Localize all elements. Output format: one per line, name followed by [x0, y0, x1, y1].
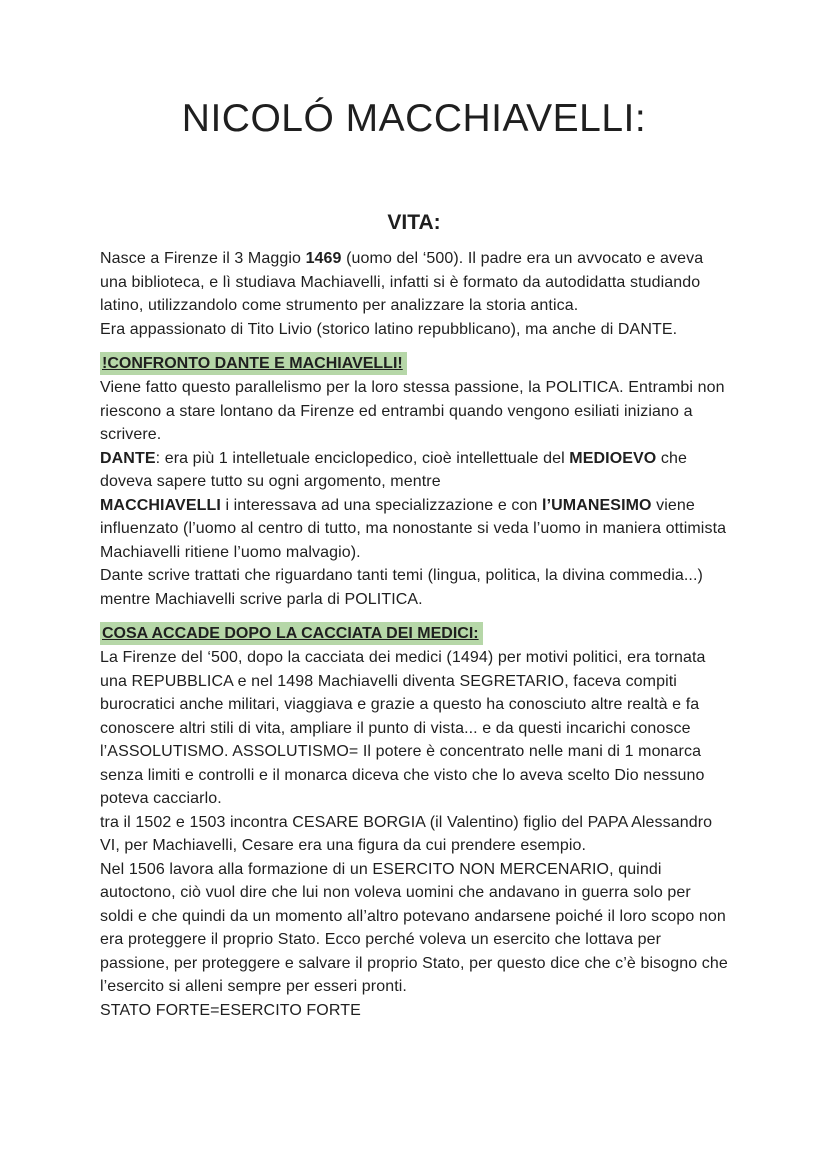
text-run: i interessava ad una specializzazione e con	[220, 496, 543, 514]
text-run: Nasce a Firenze il 3 Maggio	[100, 250, 306, 268]
paragraph-line	[100, 494, 728, 565]
text-run: che doveva sapere tutto su ogni argomento, mentre	[100, 449, 687, 491]
text-run: La Firenze del ‘500, dopo la cacciata dei medici (1494) per motivi politici, era tornata una REPUBBLICA e nel 1498 Machiavelli diventa SEGRETARIO, faceva compiti burocratici anche militari, viaggiava e grazie a questo ha conosciuto altre realtà e fa conoscere altri stili di vita, ampliare il punto di vista... e da questi incarichi conosce l’ASSOLUTISMO. ASSOLUTISMO= Il potere è concentrato nelle mani di 1 monarca senza limiti e controlli e il monarca diceva che visto che lo aveva scelto Dio nessuno poteva cacciarlo.	[100, 649, 706, 808]
text-run: Nel 1506 lavora alla formazione di un ESERCITO NON MERCENARIO, quindi autoctono, ciò vuol dire che lui non voleva uomini che andavano in guerra solo per soldi e che quindi da un momento all’altro potevano andarsene poiché il loro scopo non era proteggere il proprio Stato. Ecco perché voleva un esercito che lottava per passione, per proteggere e salvare il proprio Stato, per questo dice che c’è bisogno che l’esercito si alleni sempre per esseri pronti.	[100, 860, 728, 996]
section-vita-text	[100, 247, 728, 341]
bold-text-run: MACCHIAVELLI	[100, 496, 221, 514]
section-heading-cacciata: COSA ACCADE DOPO LA CACCIATA DEI MEDICI:	[100, 622, 483, 645]
bold-text-run: l’UMANESIMO	[542, 496, 652, 514]
section-confronto-text	[100, 376, 728, 611]
bold-text-run: DANTE	[100, 449, 156, 467]
paragraph-line	[100, 247, 728, 318]
page-title: NICOLÓ MACCHIAVELLI:	[181, 97, 647, 140]
paragraph-line	[100, 376, 728, 447]
bold-text-run: MEDIOEVO	[569, 449, 657, 467]
text-run: : era più 1 intelletuale enciclopedico, cioè intellettuale del	[155, 449, 570, 467]
text-run: viene influenzato (l’uomo al centro di tutto, ma nonostante si veda l’uomo in maniera ottimista Machiavelli ritiene l’uomo malvagio).	[100, 496, 727, 561]
paragraph-line	[100, 447, 728, 494]
section-confronto-dante-machiavelli	[100, 352, 728, 611]
text-run: Dante scrive trattati che riguardano tanti temi (lingua, politica, la divina commedia...) mentre Machiavelli scrive parla di POLITICA.	[100, 567, 703, 608]
section-cacciata-dei-medici	[100, 622, 728, 1022]
text-run: Viene fatto questo parallelismo per la loro stessa passione, la POLITICA. Entrambi non riescono a stare lontano da Firenze ed entrambi quando vengono esiliati iniziano a scrivere.	[100, 379, 725, 444]
paragraph-line	[100, 564, 728, 611]
text-run: tra il 1502 e 1503 incontra CESARE BORGIA (il Valentino) figlio del PAPA Alessandro VI, per Machiavelli, Cesare era una figura da cui prendere esempio.	[100, 813, 713, 855]
section-vita	[100, 209, 728, 341]
section-heading-confronto: !CONFRONTO DANTE E MACHIAVELLI!	[100, 352, 407, 375]
paragraph-line	[100, 811, 728, 858]
text-run: (uomo del ‘500). Il padre era un avvocato e aveva una biblioteca, e lì studiava Machiavelli, infatti si è formato da autodidatta studiando latino, utilizzandolo come strumento per analizzare la storia antica.	[100, 250, 704, 315]
text-run: STATO FORTE=ESERCITO FORTE	[100, 1001, 361, 1019]
bold-text-run: 1469	[305, 250, 342, 268]
paragraph-line	[100, 646, 728, 811]
paragraph-line	[100, 999, 728, 1023]
text-run: Era appassionato di Tito Livio (storico latino repubblicano), ma anche di DANTE.	[100, 320, 678, 338]
section-cacciata-text	[100, 646, 728, 1022]
paragraph-line	[100, 858, 728, 999]
section-heading-vita: VITA:	[387, 210, 441, 234]
paragraph-line	[100, 318, 728, 342]
